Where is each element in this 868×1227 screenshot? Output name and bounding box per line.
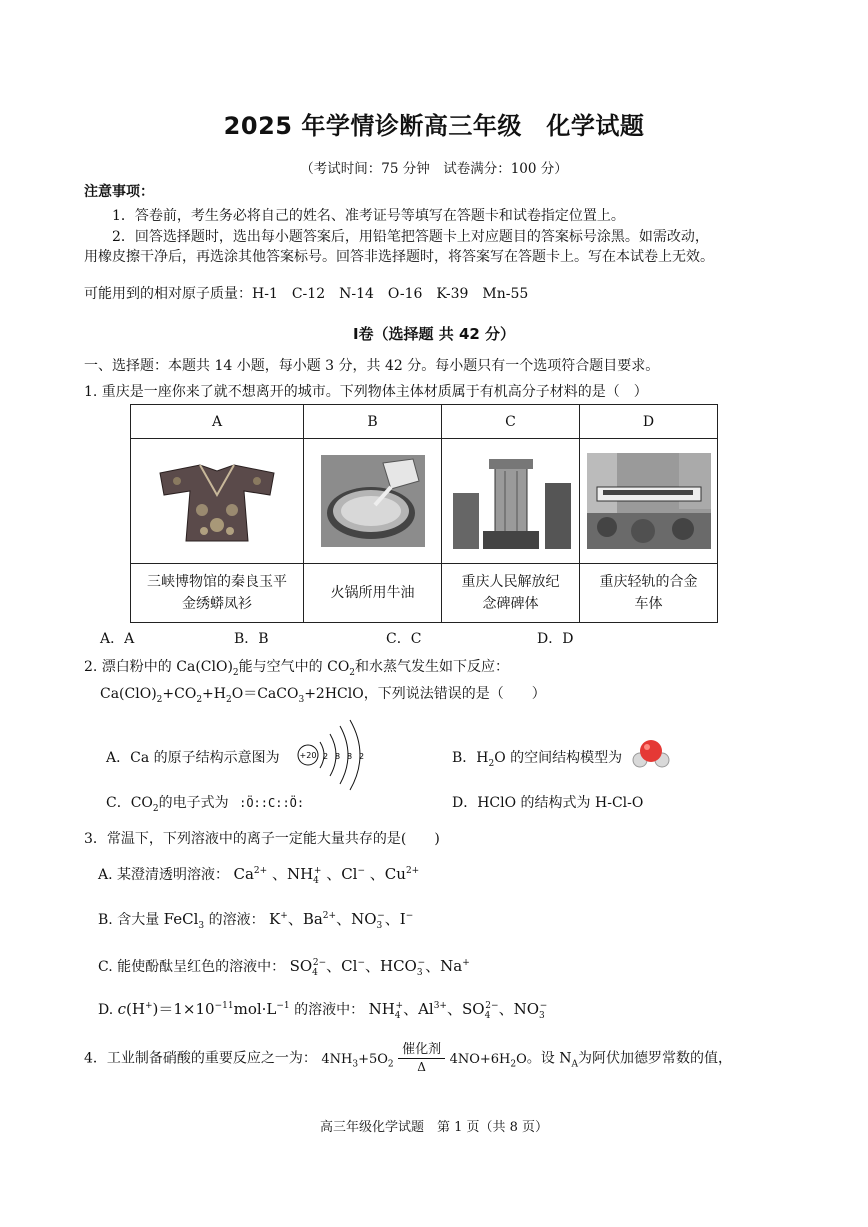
light-rail-image: [580, 439, 718, 564]
q3-option-a: A. 某澄清透明溶液： $Ca^{2+}$ 、$NH_4^+$ 、Cl− 、$Cu^{2+}$: [98, 865, 420, 886]
monument-image: [442, 439, 580, 564]
q1-option-b: B．B: [234, 631, 269, 647]
notice-item-2-cont: 用橡皮擦干净后，再选涂其他答案标号。回答非选择题时，将答案写在答题卡上。写在本试卷上无效。: [84, 249, 714, 265]
svg-text:8: 8: [347, 752, 353, 761]
exam-info: （考试时间：75 分钟 试卷满分：100 分）: [300, 161, 568, 177]
hotpot-image: [304, 439, 442, 564]
page-title: 2025 年学情诊断高三年级 化学试题: [223, 112, 645, 140]
notice-item-2: 2．回答选择题时，选出每小题答案后，用铅笔把答题卡上对应题目的答案标号涂黑。如需改动，: [112, 229, 709, 245]
q1-option-table: [130, 404, 718, 623]
q3-option-b: B. 含大量 FeCl$_3$ 的溶液： K+、$Ba^{2+}$、$NO_3^-$、I−: [98, 910, 414, 931]
q1-caption-b: 火锅所用牛油: [304, 564, 442, 623]
ca-atomic-structure-diagram: [294, 718, 374, 792]
q1-caption-d: 重庆轻轨的合金 车体: [580, 564, 718, 623]
q2-equation: $Ca(ClO)_2+CO_2+H_2O=CaCO_3+2HClO$，下列说法错误的是（ ）: [100, 686, 546, 705]
q3-stem: 3．常温下，下列溶液中的离子一定能大量共存的是( ): [84, 831, 440, 847]
q2-option-a: A．Ca 的原子结构示意图为: [106, 750, 280, 766]
svg-text:8: 8: [335, 752, 341, 761]
q4-stem: 4．工业制备硝酸的重要反应之一为： $4NH_3+5O_2$ $\frac{\text{催化剂}}{\Delta}$ $4NO+6H_2O$。设 $N_A$为阿伏加德罗常数的值，: [84, 1042, 732, 1074]
co2-electron-formula: :Ö::C::Ö:: [239, 796, 305, 810]
q2-option-c: C．$CO_2$的电子式为 :Ö::C::Ö:: [106, 795, 305, 814]
notice-heading: 注意事项：: [84, 184, 154, 200]
q1-option-a: A．A: [100, 631, 135, 647]
q1-header-d: D: [580, 405, 718, 439]
page-footer: 高三年级化学试题 第 1 页（共 8 页）: [319, 1120, 549, 1135]
q3-option-d: D. $c(H^+)=1\times 10^{-11}mol\cdot L^{-1}$ 的溶液中： $NH_4^+$、$Al^{3+}$、$SO_4^{2-}$、$NO_3^-$: [98, 1000, 548, 1021]
robe-image: [131, 439, 304, 564]
notice-item-1: 1．答卷前，考生务必将自己的姓名、准考证号等填写在答题卡和试卷指定位置上。: [112, 208, 625, 224]
svg-text:2: 2: [359, 752, 365, 761]
q2-option-b: B．$H_2O$ 的空间结构模型为: [452, 750, 623, 769]
q1-option-d: D．D: [537, 631, 574, 647]
q1-caption-a: 三峡博物馆的秦良玉平 金绣蟒凤衫: [131, 564, 304, 623]
q1-header-a: A: [131, 405, 304, 439]
q2-option-d: D．HClO 的结构式为 H-Cl-O: [452, 795, 644, 811]
q1-option-c: C．C: [386, 631, 422, 647]
atomic-mass: 可能用到的相对原子质量：H-1 C-12 N-14 O-16 K-39 Mn-55: [84, 286, 529, 302]
section-title: Ⅰ卷（选择题 共 42 分）: [352, 325, 516, 343]
q1-stem: 1. 重庆是一座你来了就不想离开的城市。下列物体主体材质属于有机高分子材料的是（ ）: [84, 384, 648, 400]
q1-caption-c: 重庆人民解放纪 念碑碑体: [442, 564, 580, 623]
svg-text:2: 2: [323, 752, 329, 761]
section-instruction: 一、选择题：本题共 14 小题，每小题 3 分，共 42 分。每小题只有一个选项符合题目要求。: [84, 358, 660, 374]
q1-header-b: B: [304, 405, 442, 439]
reaction-condition: $\frac{\text{催化剂}}{\Delta}$: [398, 1042, 445, 1075]
q1-header-c: C: [442, 405, 580, 439]
q2-stem: 2. 漂白粉中的 $Ca(ClO)_2$能与空气中的 $CO_2$和水蒸气发生如下反应：: [84, 659, 510, 678]
q3-option-c: C. 能使酚酞呈红色的溶液中： $SO_4^{2-}$、Cl−、$HCO_3^-$、Na+: [98, 957, 470, 978]
svg-text:+20: +20: [299, 751, 317, 760]
water-molecule-model-icon: [632, 738, 670, 770]
